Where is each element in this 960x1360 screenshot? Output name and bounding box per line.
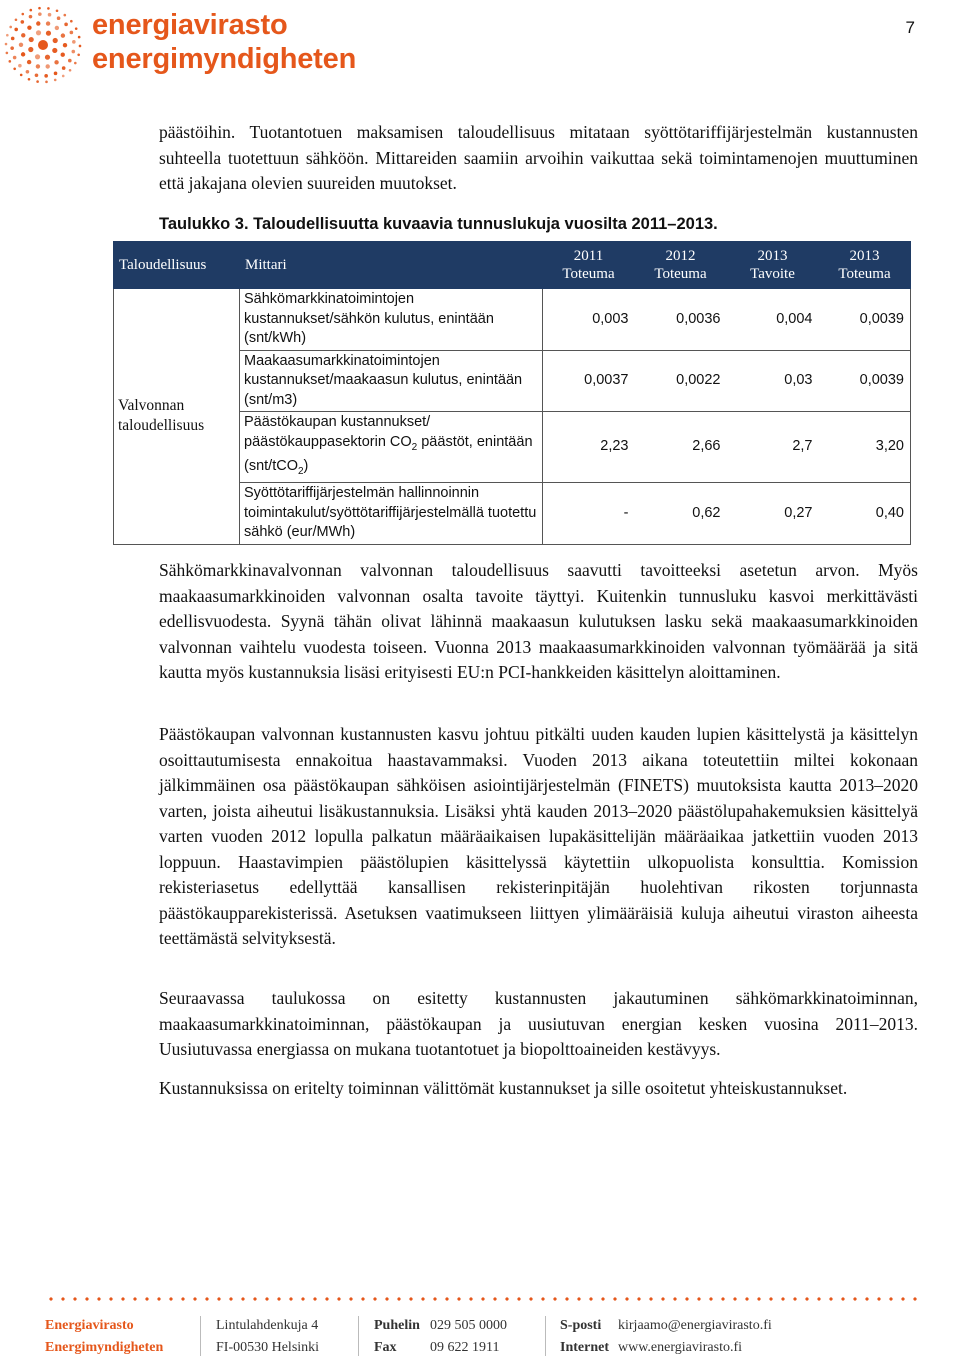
value-cell: 3,20: [819, 412, 911, 483]
metric-cell: Sähkömarkkinatoimintojen kustannukset/sähkön kulutus, enintään (snt/kWh): [240, 289, 543, 351]
header-2012-actual: 2012 Toteuma: [635, 242, 727, 289]
paragraph-market-supervision: Sähkömarkkinavalvonnan valvonnan taloudellisuus saavutti tavoitteeksi asetetun arvon. Myös maakaasumarkkinoiden valvonnan osalta tavoite täyttyi. Kuitenkin tunnusluku kasvoi merkittävästi edellisvuodesta. Syynä tähän olivat lähinnä maakaasun kulutuksen lasku sekä maakaasumarkkinoiden valvonnan vaihtelu vuodesta toiseen. Vuonna 2013 maakaasumarkkinoiden valvonnan työmäärää ja sitä kautta myös kustannuksia lisäsi erityisesti EU:n PCI-hankkeiden käsittelyn aloittaminen.: [159, 560, 918, 682]
paragraph-intro: päästöihin. Tuotantotuen maksamisen taloudellisuus mitataan syöttötariffijärjestelmän kustannusten suhteella tuotettuun sähköön. Mittareiden saamiin arvoihin vaikuttaa sekä toimintamenojen muuttuminen että jakajana olevien suureiden muutokset.: [159, 122, 918, 193]
footer-brand-fi: Energiavirasto: [45, 1318, 134, 1333]
footer-email-label: S-posti: [560, 1318, 602, 1333]
header-metric: Mittari: [240, 242, 543, 289]
value-cell: 0,0039: [819, 289, 911, 351]
metric-cell: Syöttötariffijärjestelmän hallinnoinnin toimintakulut/syöttötariffijärjestelmällä tuotettu sähkö (eur/MWh): [240, 483, 543, 545]
value-cell: 0,0022: [635, 350, 727, 412]
page-number: 7: [905, 18, 915, 37]
page-header: [0, 0, 960, 80]
footer-address-street: Lintulahdenkuja 4: [216, 1318, 319, 1333]
logo-line-1: energiavirasto: [92, 9, 288, 41]
value-cell: 0,004: [727, 289, 819, 351]
value-cell: -: [543, 483, 635, 545]
header-2013-actual: 2013 Toteuma: [819, 242, 911, 289]
footer-address-city: FI-00530 Helsinki: [216, 1340, 320, 1355]
value-cell: 0,40: [819, 483, 911, 545]
value-cell: 0,0036: [635, 289, 727, 351]
footer-fax-label: Fax: [374, 1340, 397, 1355]
footer-web-label: Internet: [560, 1340, 609, 1355]
value-cell: 2,66: [635, 412, 727, 483]
footer-separator: [358, 1316, 359, 1356]
logo-line-2: energimyndigheten: [92, 43, 357, 75]
table-header-row: [114, 242, 911, 289]
header-2013-target: 2013 Tavoite: [727, 242, 819, 289]
paragraph-emissions-trading: Päästökaupan valvonnan kustannusten kasvu johtuu pitkälti uuden kauden lupien käsittelystä ja käsittelyn osoittautumisesta ennakoitua haastavammaksi. Vuoden 2013 aikana toteutettiin miltei kokonaan jälkimmäinen osa päästökaupan sähköisen asiointijärjestelmän (FINETS) muutoksista kautta 2013–2020 varten, joista aiheutui lisäkustannuksia. Lisäksi yhtä kauden 2013–2020 päästölupahakemuksien käsittelyä varten vuoden 2012 lopulla palkatun määräaikaisen lupakäsittelijän määräaikaa jatkettiin vuoden 2013 loppuun. Haastavimpien päästölupien käsittelyssä käytettiin ulkopuolista konsulttia. Komission rekisteriasetus edellyttää kansallisen rekisterinpitäjän huolehtivan rikosten torjunnasta päästökaupparekisterissä. Asetuksen vaatimukseen liittyen ylimääräisiä kuluja aiheutui viraston aiheesta teettämästä selvityksestä.: [159, 724, 918, 948]
header-2011-actual: 2011 Toteuma: [543, 242, 635, 289]
header-group: Taloudellisuus: [114, 242, 240, 289]
footer-phone-label: Puhelin: [374, 1318, 420, 1333]
value-cell: 2,7: [727, 412, 819, 483]
paragraph-cost-breakdown: Kustannuksissa on eritelty toiminnan välittömät kustannukset ja sille osoitetut yhteiskustannukset.: [159, 1078, 848, 1098]
footer-separator: [545, 1316, 546, 1356]
logo-wordmark: [92, 8, 356, 76]
group-cell: Valvonnan taloudellisuus: [114, 289, 240, 545]
footer-fax: 09 622 1911: [430, 1340, 500, 1355]
value-cell: 0,62: [635, 483, 727, 545]
paragraph-cost-distribution: Seuraavassa taulukossa on esitetty kustannusten jakautuminen sähkömarkkinatoiminnan, maakaasumarkkinatoiminnan, päästökaupan ja uusiutuvan energian kesken vuosina 2011–2013. Uusiutuvassa energiassa on mukana tuotantotuet ja biopolttoaineiden kestävyys.: [159, 988, 918, 1059]
footer-web[interactable]: www.energiavirasto.fi: [618, 1340, 743, 1355]
value-cell: 0,27: [727, 483, 819, 545]
footer-dotted-divider: [45, 1296, 925, 1302]
footer-separator: [200, 1316, 201, 1356]
footer-phone: 029 505 0000: [430, 1318, 507, 1333]
table-caption: Taulukko 3. Taloudellisuutta kuvaavia tunnuslukuja vuosilta 2011–2013.: [159, 215, 718, 233]
indicator-table: [113, 241, 911, 545]
footer-brand-sv: Energimyndigheten: [45, 1340, 164, 1355]
metric-cell: Päästökaupan kustannukset/ päästökauppasektorin $CO_2$ päästöt, enintään (snt/tCO$_2$): [240, 412, 543, 483]
footer-email[interactable]: kirjaamo@energiavirasto.fi: [618, 1318, 772, 1333]
value-cell: 2,23: [543, 412, 635, 483]
sun-logo-icon: [4, 6, 82, 84]
value-cell: 0,003: [543, 289, 635, 351]
metric-cell: Maakaasumarkkinatoimintojen kustannukset/maakaasun kulutus, enintään (snt/m3): [240, 350, 543, 412]
value-cell: 0,0039: [819, 350, 911, 412]
value-cell: 0,03: [727, 350, 819, 412]
table-row: [114, 289, 911, 351]
value-cell: 0,0037: [543, 350, 635, 412]
